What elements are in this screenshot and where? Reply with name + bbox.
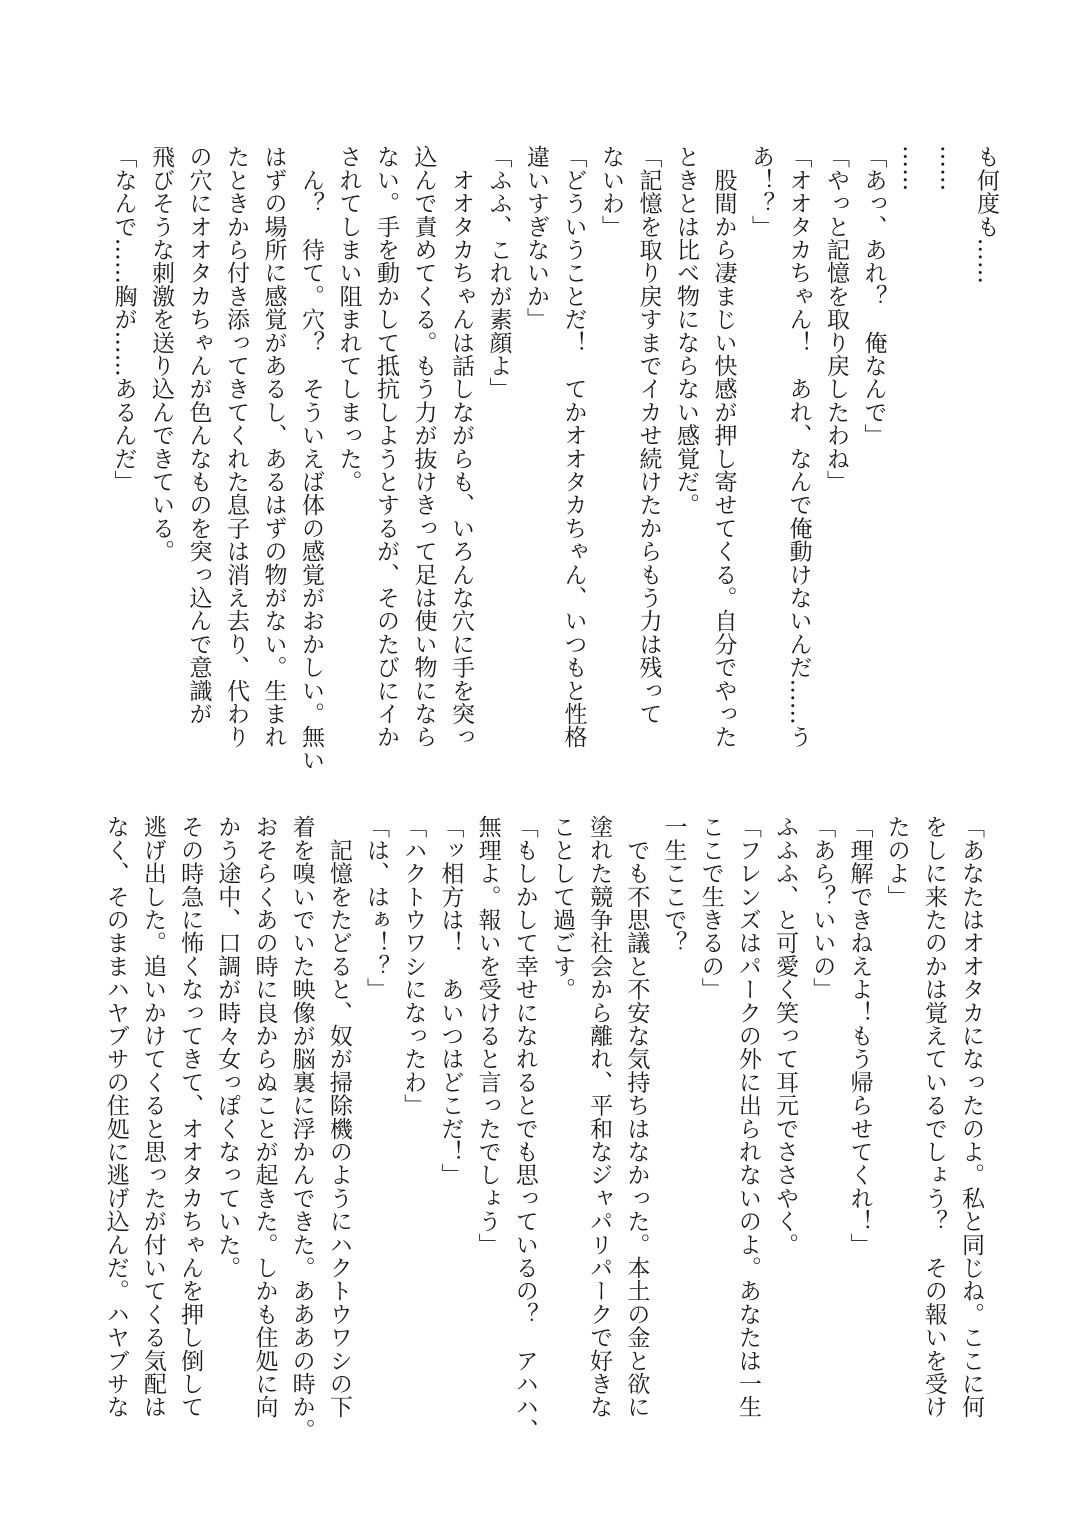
text-line: 「ハクトウワシになったわ」	[400, 815, 427, 1117]
text-line: 「もしかして幸せになれるとでも思っているの？ アハハ、	[511, 815, 538, 1442]
text-line: オオタカちゃんは話しながらも、いろんな穴に手を突っ	[448, 145, 474, 749]
text-line: 「は、はぁ！？」	[363, 815, 389, 1001]
text-line: 込んで責めてくる。もう力が抜けきって足は使い物になら	[410, 145, 437, 749]
text-line: ふふふ、と可愛く笑って耳元でささやく。	[772, 815, 799, 1256]
text-line: 飛びそうな刺激を送り込んできている。	[148, 145, 174, 563]
text-line: なく、そのままハヤブサの住処に逃げ込んだ。ハヤブサな	[102, 815, 129, 1419]
text-line: 違いすぎないか」	[523, 145, 549, 331]
text-line: ない。手を動かして抵抗しようとするが、そのたびにイか	[373, 145, 399, 749]
text-line: たのよ」	[883, 815, 910, 908]
text-line: 「どういうことだ！ てかオオタカちゃん、いつもと性格	[560, 145, 587, 749]
text-line: ……	[935, 145, 962, 192]
text-line: 「オオタカちゃん！ あれ、なんで俺動けないんだ……う	[785, 145, 812, 749]
text-line: されてしまい阻まれてしまった。	[335, 145, 362, 493]
text-line: 「なんで……胸が……あるんだ」	[110, 145, 137, 493]
text-line: をしに来たのかは覚えているでしょう？ その報いを受け	[920, 815, 947, 1419]
text-line: かう途中、口調が時々女っぽくなっていた。	[214, 815, 241, 1279]
text-line: 股間から凄まじい快感が押し寄せてくる。自分でやった	[710, 145, 737, 749]
text-line: 「理解できねえよ！もう帰らせてくれ！」	[846, 815, 873, 1256]
text-line: たときから付き添ってきてくれた息子は消え去り、代わり	[223, 145, 249, 749]
text-line: 「記憶を取り戻すまでイカせ続けたからもう力は残って	[635, 145, 662, 725]
text-line: 「やっと記憶を取り戻したわね」	[823, 145, 849, 493]
text-line: 無理よ。報いを受けると言ったでしょう」	[474, 815, 501, 1256]
text-line: ときとは比べ物にならない感覚だ。	[673, 145, 699, 517]
text-line: の穴にオオタカちゃんが色んなものを突っ込んで意識が	[185, 145, 212, 725]
text-line: ないわ」	[598, 145, 624, 238]
text-line: でも不思議と不安な気持ちはなかった。本土の金と欲に	[623, 815, 650, 1419]
text-line: あ！？」	[748, 145, 774, 238]
text-line: 「あなたはオオタカになったのよ。私と同じね。ここに何	[958, 815, 984, 1419]
text-line: その時急に怖くなってきて、オオタカちゃんを押し倒して	[177, 815, 204, 1419]
text-line: はずの場所に感覚があるし、あるはずの物がない。生まれ	[260, 145, 287, 749]
text-line: 逃げ出した。追いかけてくると思ったが付いてくる気配は	[139, 815, 166, 1419]
text-line: 「あら？いいの」	[809, 815, 836, 1001]
text-line: 「ッ相方は！ あいつはどこだ！」	[437, 815, 464, 1187]
text-line: 「ふふ、これが素顔よ」	[485, 145, 512, 401]
text-line: 記憶をたどると、奴が掃除機のようにハクトウワシの下	[325, 815, 352, 1419]
text-line: 着を嗅いでいた映像が脳裏に浮かんできた。あああの時か。	[288, 815, 315, 1442]
text-line: ん？ 待て。穴？ そういえば体の感覚がおかしい。無い	[298, 145, 324, 772]
top-text-block	[104, 145, 1004, 772]
text-line: 「フレンズはパークの外に出られないのよ。あなたは一生	[734, 815, 761, 1419]
text-line: 一生ここで？	[660, 815, 687, 955]
text-line: おそらくあの時に良からぬことが起きた。しかも住処に向	[251, 815, 278, 1419]
text-line: 「あっ、あれ？ 俺なんで」	[860, 145, 887, 447]
text-line: も何度も……	[973, 145, 999, 285]
text-line: ……	[898, 145, 924, 192]
bottom-text-block	[97, 815, 990, 1442]
text-line: 塗れた競争社会から離れ、平和なジャパリパークで好きな	[586, 815, 613, 1419]
text-line: ここで生きるの」	[697, 815, 724, 1001]
text-line: ことして過ごす。	[548, 815, 575, 1001]
